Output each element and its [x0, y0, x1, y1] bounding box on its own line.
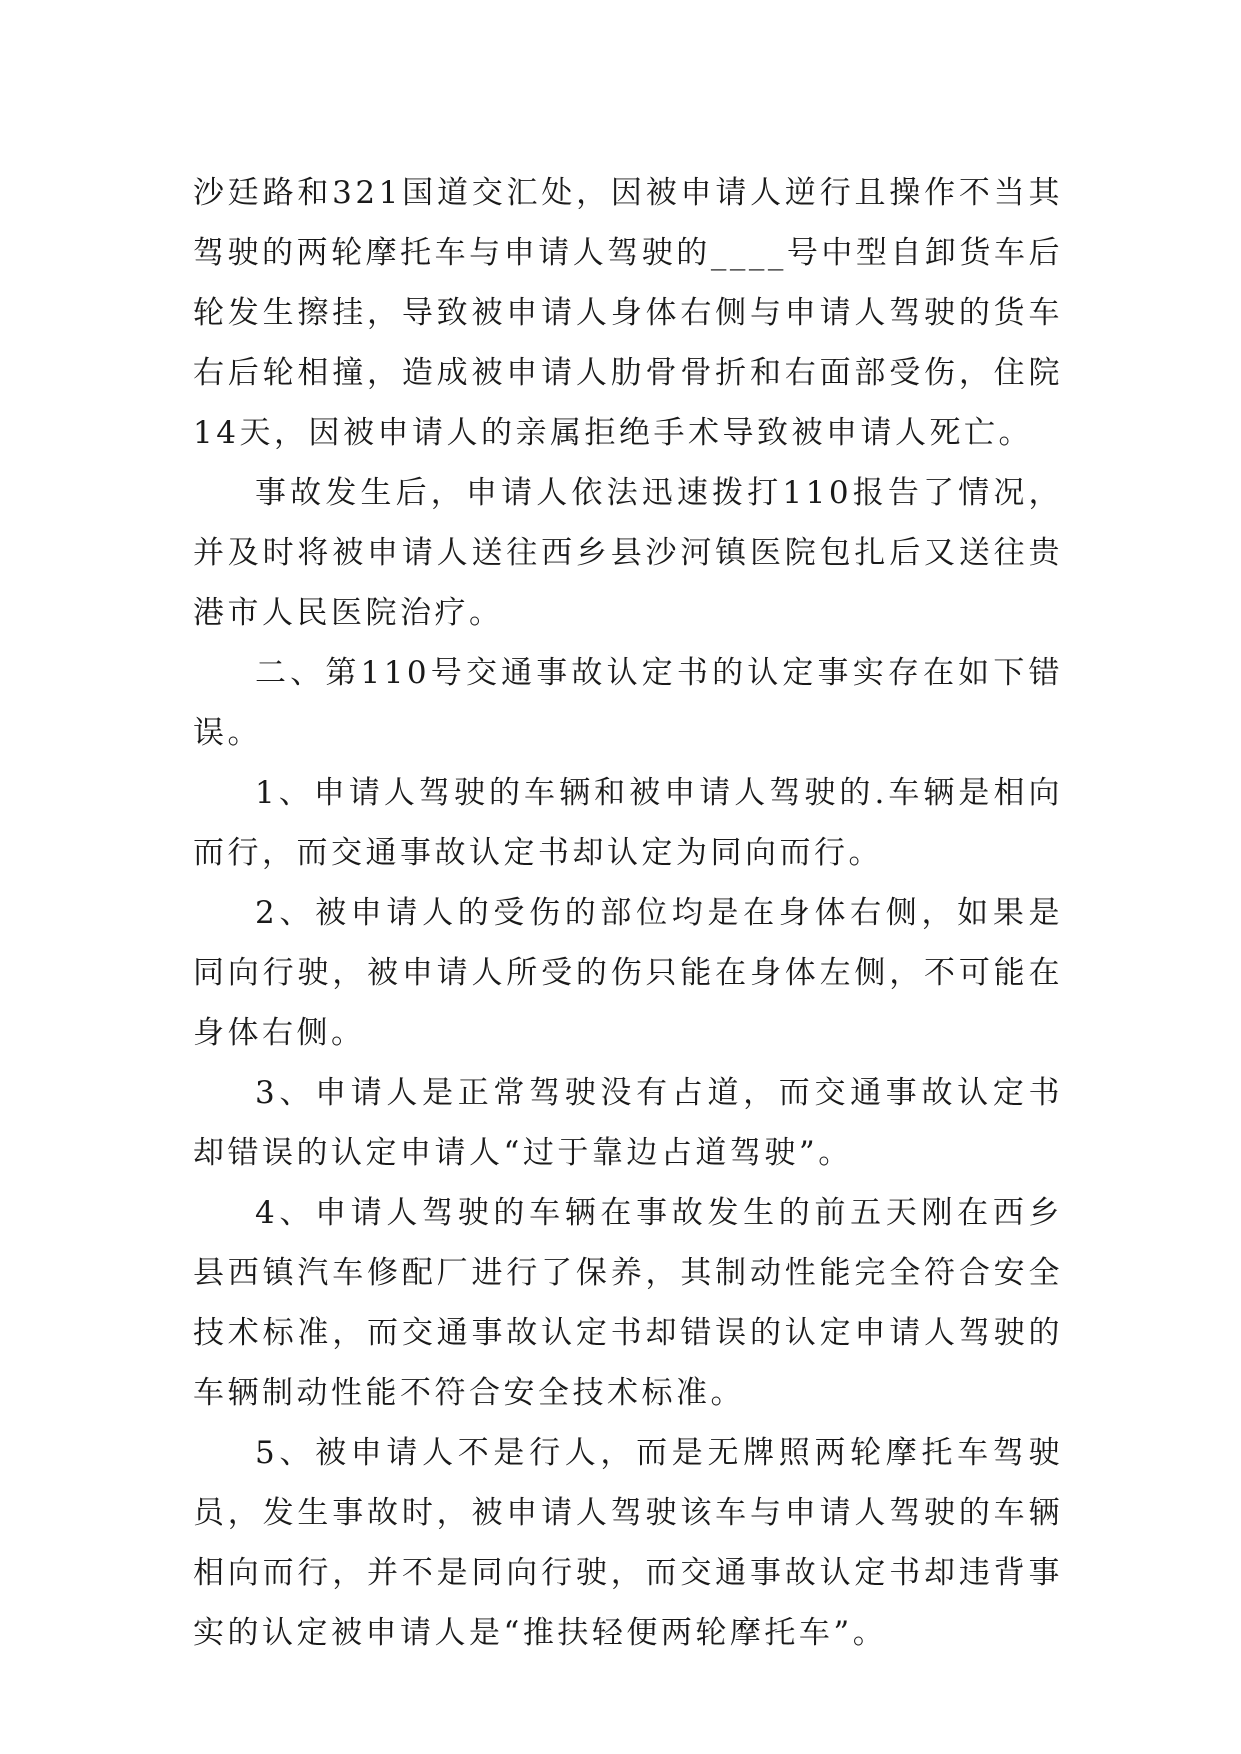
- paragraph-accident-location: 沙廷路和321国道交汇处，因被申请人逆行且操作不当其驾驶的两轮摩托车与申请人驾驶的____号中型自卸货车后轮发生擦挂，导致被申请人身体右侧与申请人驾驶的货车右后轮相撞，造成被申请人肋骨骨折和右面部受伤，住院14天，因被申请人的亲属拒绝手术导致被申请人死亡。: [193, 175, 1063, 451]
- paragraph-error-4: 4、申请人驾驶的车辆在事故发生的前五天刚在西乡县西镇汽车修配厂进行了保养，其制动性能完全符合安全技术标准，而交通事故认定书却错误的认定申请人驾驶的车辆制动性能不符合安全技术标准。: [193, 1195, 1063, 1411]
- paragraph-error-2: 2、被申请人的受伤的部位均是在身体右侧，如果是同向行驶，被申请人所受的伤只能在身体左侧，不可能在身体右侧。: [193, 895, 1063, 1051]
- document-body: [193, 163, 1063, 1663]
- paragraph-error-1: 1、申请人驾驶的车辆和被申请人驾驶的.车辆是相向而行，而交通事故认定书却认定为同向而行。: [193, 775, 1063, 871]
- paragraph-error-5: 5、被申请人不是行人，而是无牌照两轮摩托车驾驶员，发生事故时，被申请人驾驶该车与申请人驾驶的车辆相向而行，并不是同向行驶，而交通事故认定书却违背事实的认定被申请人是“推扶轻便两轮摩托车”。: [193, 1435, 1063, 1651]
- paragraph-after-accident: 事故发生后，申请人依法迅速拨打110报告了情况，并及时将被申请人送往西乡县沙河镇医院包扎后又送往贵港市人民医院治疗。: [193, 475, 1063, 631]
- paragraph-error-3: 3、申请人是正常驾驶没有占道，而交通事故认定书却错误的认定申请人“过于靠边占道驾驶”。: [193, 1075, 1063, 1171]
- paragraph-section-two-heading: 二、第110号交通事故认定书的认定事实存在如下错误。: [193, 655, 1063, 751]
